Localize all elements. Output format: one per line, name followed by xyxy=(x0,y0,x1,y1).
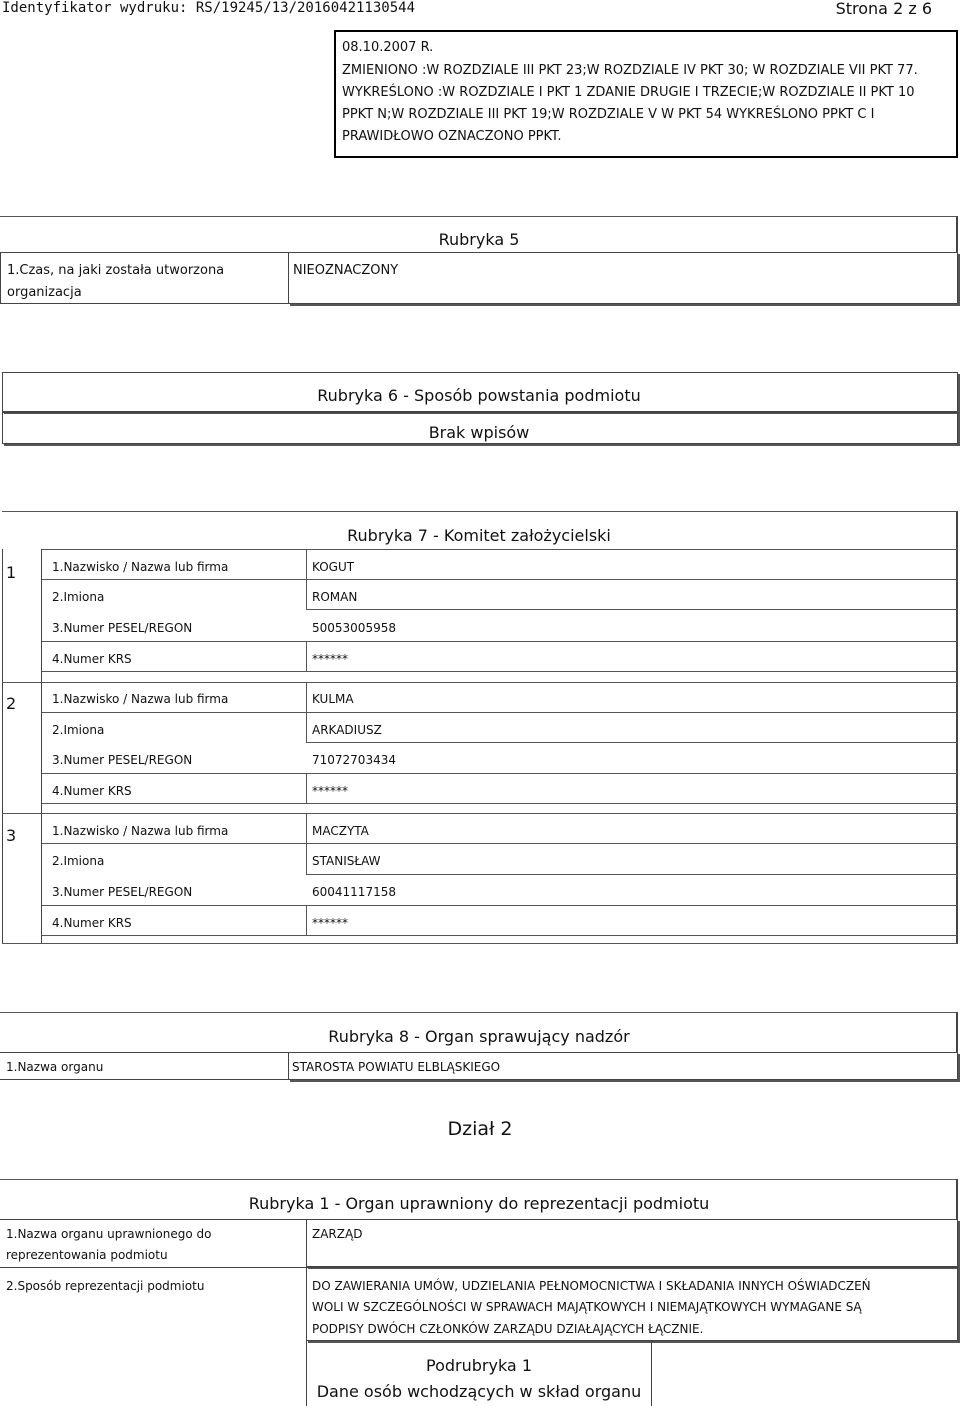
rubryka-1-value2-line1: DO ZAWIERANIA UMÓW, UDZIELANIA PEŁNOMOCNICTWA I SKŁADANIA INNYCH OŚWIADCZEŃ xyxy=(312,1279,871,1293)
note-line-4: PPKT N;W ROZDZIALE III PKT 19;W ROZDZIALE V W PKT 54 WYKREŚLONO PPKT C I xyxy=(342,107,875,122)
member-index: 1 xyxy=(6,563,17,582)
note-line-2: ZMIENIONO :W ROZDZIALE III PKT 23;W ROZDZIALE IV PKT 30; W ROZDZIALE VII PKT 77. xyxy=(342,63,918,78)
rubryka-7-index-column xyxy=(2,549,42,944)
row-line xyxy=(306,742,958,743)
names-value: ROMAN xyxy=(312,590,358,604)
row-line xyxy=(42,905,958,906)
member-index: 3 xyxy=(6,826,17,845)
krs-value: ****** xyxy=(312,652,348,666)
rubryka-1-value2-line2: WOLI W SZCZEGÓLNOŚCI W SPRAWACH MAJĄTKOWYCH I NIEMAJĄTKOWYCH WYMAGANE SĄ xyxy=(312,1300,862,1314)
section-title: Dział 2 xyxy=(447,1118,513,1140)
page-number: Strona 2 z 6 xyxy=(835,0,932,18)
row-line xyxy=(42,803,958,804)
rubryka-8-label: 1.Nazwa organu xyxy=(6,1060,104,1074)
row-line xyxy=(42,773,958,774)
row-line xyxy=(42,712,958,713)
surname-label: 1.Nazwisko / Nazwa lub firma xyxy=(52,560,229,574)
page-header xyxy=(0,0,960,20)
rubryka-7-title: Rubryka 7 - Komitet założycielski xyxy=(347,526,611,545)
col-line xyxy=(306,682,307,743)
surname-label: 1.Nazwisko / Nazwa lub firma xyxy=(52,824,229,838)
pesel-value: 50053005958 xyxy=(312,621,396,635)
note-line-5: PRAWIDŁOWO OZNACZONO PPKT. xyxy=(342,129,562,144)
row-line xyxy=(42,549,958,550)
rubryka-1-label1-line1: 1.Nazwa organu uprawnionego do xyxy=(6,1227,212,1241)
note-line-3: WYKREŚLONO :W ROZDZIALE I PKT 1 ZDANIE DRUGIE I TRZECIE;W ROZDZIALE II PKT 10 xyxy=(342,85,915,100)
col-line xyxy=(306,813,307,875)
rubryka-1-title: Rubryka 1 - Organ uprawniony do reprezentacji podmiotu xyxy=(248,1194,710,1213)
pesel-label: 3.Numer PESEL/REGON xyxy=(52,621,193,635)
col-line xyxy=(306,905,307,936)
pesel-label: 3.Numer PESEL/REGON xyxy=(52,885,193,899)
rubryka-1-label2: 2.Sposób reprezentacji podmiotu xyxy=(6,1279,205,1293)
note-line-1: 08.10.2007 R. xyxy=(342,40,434,55)
col-line xyxy=(306,641,307,672)
rubryka-6-title: Rubryka 6 - Sposób powstania podmiotu xyxy=(317,386,641,405)
surname-value: MACZYTA xyxy=(312,824,369,838)
col-line xyxy=(306,773,307,804)
row-line xyxy=(42,671,958,672)
member-divider-1 xyxy=(2,682,42,683)
print-identifier: Identyfikator wydruku: RS/19245/13/20160421130544 xyxy=(2,0,416,16)
krs-value: ****** xyxy=(312,916,348,930)
krs-label: 4.Numer KRS xyxy=(52,916,132,930)
row-line xyxy=(42,682,958,683)
krs-label: 4.Numer KRS xyxy=(52,784,132,798)
row-line xyxy=(42,579,958,580)
names-value: STANISŁAW xyxy=(312,854,381,868)
rubryka-1-label1-line2: reprezentowania podmiotu xyxy=(6,1248,168,1262)
names-value: ARKADIUSZ xyxy=(312,723,382,737)
rubryka-5-label-line1: 1.Czas, na jaki została utworzona xyxy=(7,263,225,278)
rubryka-1-value1: ZARZĄD xyxy=(312,1227,363,1241)
pesel-label: 3.Numer PESEL/REGON xyxy=(52,753,193,767)
names-label: 2.Imiona xyxy=(52,723,105,737)
row-line xyxy=(42,935,958,936)
rubryka-6-value: Brak wpisów xyxy=(428,423,530,442)
pesel-value: 71072703434 xyxy=(312,753,396,767)
pesel-value: 60041117158 xyxy=(312,885,396,899)
rubryka-7-frame xyxy=(2,511,958,944)
names-label: 2.Imiona xyxy=(52,854,105,868)
rubryka-8-value: STAROSTA POWIATU ELBLĄSKIEGO xyxy=(292,1060,501,1074)
rubryka-1-value1-cell xyxy=(306,1219,958,1267)
krs-value: ****** xyxy=(312,784,348,798)
row-line xyxy=(42,813,958,814)
row-line xyxy=(42,641,958,642)
row-line xyxy=(306,609,958,610)
surname-label: 1.Nazwisko / Nazwa lub firma xyxy=(52,692,229,706)
rubryka-5-value: NIEOZNACZONY xyxy=(293,263,399,278)
member-index: 2 xyxy=(6,694,17,713)
member-divider-2 xyxy=(2,813,42,814)
rubryka-1-value2-line3: PODPISY DWÓCH CZŁONKÓW ZARZĄDU DZIAŁAJĄCYCH ŁĄCZNIE. xyxy=(312,1322,704,1336)
row-line xyxy=(42,843,958,844)
rubryka-5-title: Rubryka 5 xyxy=(438,230,520,249)
surname-value: KOGUT xyxy=(312,560,355,574)
row-line xyxy=(306,874,958,875)
podrubryka-subtitle: Dane osób wchodzących w skład organu xyxy=(316,1382,642,1401)
col-line xyxy=(306,549,307,610)
podrubryka-title: Podrubryka 1 xyxy=(426,1356,532,1375)
surname-value: KULMA xyxy=(312,692,354,706)
names-label: 2.Imiona xyxy=(52,590,105,604)
rubryka-5-label-line2: organizacja xyxy=(7,285,82,300)
krs-label: 4.Numer KRS xyxy=(52,652,132,666)
rubryka-8-title: Rubryka 8 - Organ sprawujący nadzór xyxy=(328,1027,630,1046)
rubryka-7-bottom xyxy=(2,943,958,944)
